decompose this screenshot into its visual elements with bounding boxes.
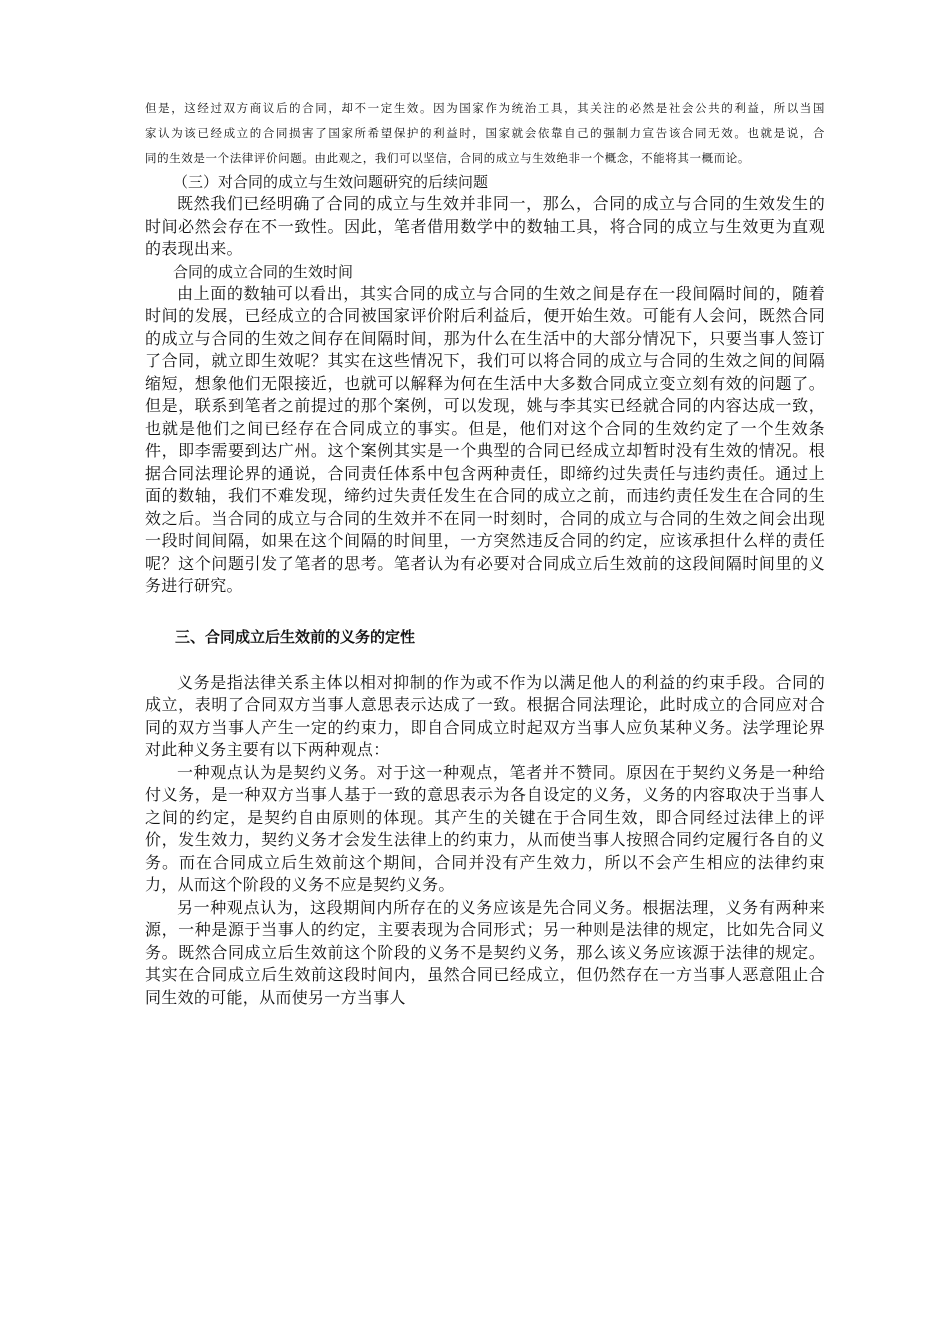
paragraph-contract-obligation-view: 一种观点认为是契约义务。对于这一种观点，笔者并不赞同。原因在于契约义务是一种给付义务，是一种双方当事人基于一致的意思表示为各自设定的义务，义务的内容取决于当事人之间的约定，是契约自由原则的体现。其产生的关键在于合同生效，即合同经过法律上的评价，发生效力，契约义务才会发生法律上的约束力，从而使当事人按照合同约定履行各自的义务。而在合同成立后生效前这个期间，合同并没有产生效力，所以不会产生相应的法律约束力，从而这个阶段的义务不应是契约义务。 — [145, 762, 825, 894]
small-print-paragraph — [145, 96, 825, 171]
small-print-line: 家认为该已经成立的合同损害了国家所希望保护的利益时，国家就会依靠自己的强制力宣告该合同无效。也就是说，合 — [145, 126, 825, 140]
small-print-line: 但是，这经过双方商议后的合同，却不一定生效。因为国家作为统治工具，其关注的必然是社会公共的利益，所以当国 — [145, 101, 825, 115]
spacer — [145, 648, 825, 672]
paragraph-pre-contract-obligation-view: 另一种观点认为，这段期间内所存在的义务应该是先合同义务。根据法理，义务有两种来源，一种是源于当事人的约定，主要表现为合同形式；另一种则是法律的规定，比如先合同义务。既然合同成立后生效前这个阶段的义务不是契约义务，那么该义务应该源于法律的规定。其实在合同成立后生效前这段时间内，虽然合同已经成立，但仍然存在一方当事人恶意阻止合同生效的可能，从而使另一方当事人 — [145, 897, 825, 1007]
axis-caption: 合同的成立合同的生效时间 — [173, 262, 354, 281]
small-print-line: 同的生效是一个法律评价问题。由此观之，我们可以坚信，合同的成立与生效绝非一个概念，不能将其一概而论。 — [145, 151, 750, 165]
paragraph-obligation-definition: 义务是指法律关系主体以相对抑制的作为或不作为以满足他人的利益的约束手段。合同的成立，表明了合同双方当事人意思表示达成了一致。根据合同法理论，此时成立的合同应对合同的双方当事人产生一定的约束力，即自合同成立时起双方当事人应负某种义务。法学理论界对此种义务主要有以下两种观点： — [145, 672, 825, 759]
paragraph-interval-analysis: 由上面的数轴可以看出，其实合同的成立与合同的生效之间是存在一段间隔时间的，随着时间的发展，已经成立的合同被国家评价附后利益后，便开始生效。可能有人会问，既然合同的成立与合同的生效之间存在间隔时间，那为什么在生活中的大部分情况下，只要当事人签订了合同，就立即生效呢？其实在这些情况下，我们可以将合同的成立与合同的生效之间的间隔缩短，想象他们无限接近，也就可以解释为何在生活中大多数合同成立变立刻有效的问题了。但是，联系到笔者之前提过的那个案例，可以发现，姚与李其实已经就合同的内容达成一致，也就是他们之间已经存在合同成立的事实。但是，他们对这个合同的生效约定了一个生效条件，即李需要到达广州。这个案例其实是一个典型的合同已经成立却暂时没有生效的情况。根据合同法理论界的通说，合同责任体系中包含两种责任，即缔约过失责任与违约责任。通过上面的数轴，我们不难发现，缔约过失责任发生在合同的成立之前，而违约责任发生在合同的生效之后。当合同的成立与合同的生效并不在同一时刻时，合同的成立与合同的生效之间会出现一段时间间隔，如果在这个间隔的时间里，一方突然违反合同的约定，应该承担什么样的责任呢？这个问题引发了笔者的思考。笔者认为有必要对合同成立后生效前的这段间隔时间里的义务进行研究。 — [145, 283, 825, 595]
subheading-follow-up-issues: （三）对合同的成立与生效问题研究的后续问题 — [173, 173, 489, 191]
document-page — [145, 96, 825, 1009]
section-heading-3: 三、合同成立后生效前的义务的定性 — [175, 627, 416, 646]
paragraph-intro-number-axis: 既然我们已经明确了合同的成立与生效并非同一，那么，合同的成立与合同的生效发生的时间必然会存在不一致性。因此，笔者借用数学中的数轴工具，将合同的成立与生效更为直观的表现出来。 — [145, 194, 825, 258]
